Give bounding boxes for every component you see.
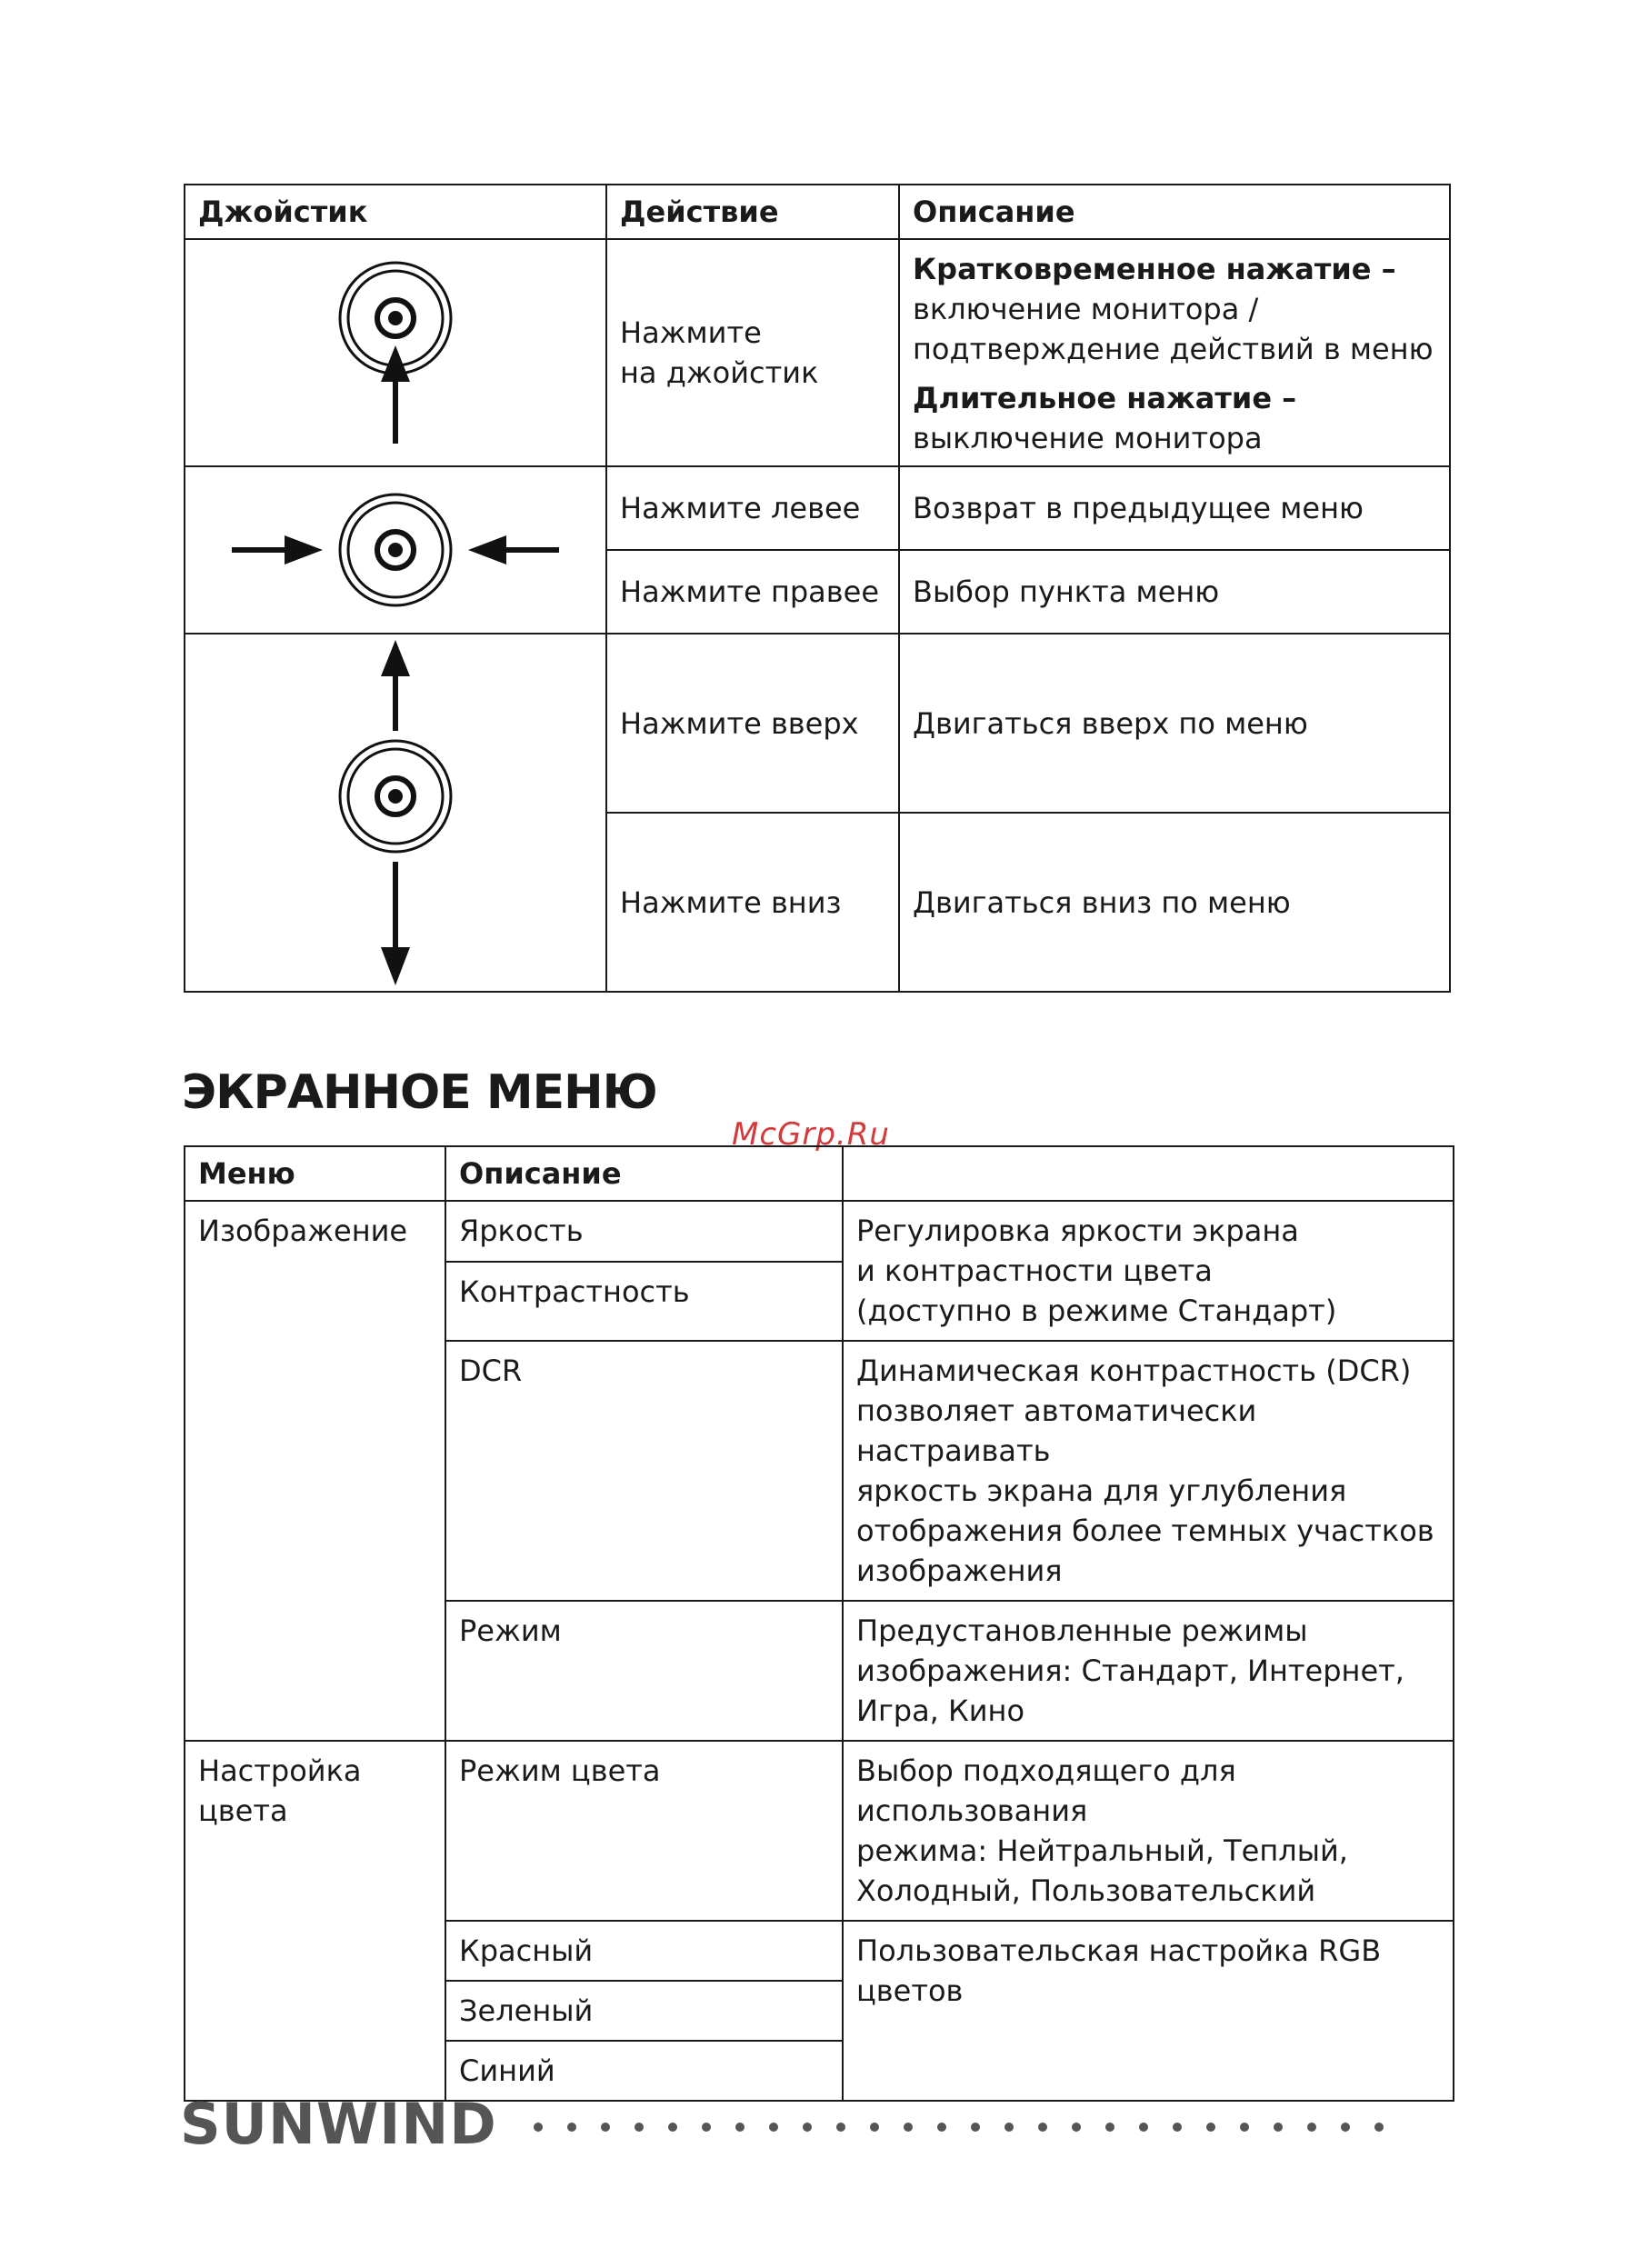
description-down: Двигаться вниз по меню: [899, 813, 1450, 992]
header-menu: Меню: [185, 1146, 445, 1201]
joystick-press-icon: [185, 239, 606, 466]
item-mode: Режим: [445, 1601, 843, 1741]
desc-dcr-line: отображения более темных участков: [856, 1514, 1434, 1548]
desc-dcr-line: позволяет автоматически настраивать: [856, 1394, 1257, 1468]
action-press: [606, 239, 899, 466]
item-red: Красный: [445, 1921, 843, 1981]
item-brightness: Яркость: [445, 1201, 843, 1262]
row-color-mode: [185, 1741, 1454, 1921]
short-press-label: Кратковременное нажатие: [913, 252, 1372, 286]
desc-mode-line: изображения: Стандарт, Интернет,: [856, 1654, 1404, 1688]
desc-brightness-line: Регулировка яркости экрана: [856, 1214, 1299, 1248]
row-left: [185, 466, 1450, 550]
action-left: Нажмите левее: [606, 466, 899, 550]
desc-brightness-contrast: [843, 1201, 1454, 1341]
header-joystick: Джойстик: [185, 185, 606, 239]
short-press-text-2: подтверждение действий в меню: [913, 332, 1434, 366]
joystick-up-down-icon: [185, 634, 606, 992]
description-right: Выбор пункта меню: [899, 550, 1450, 634]
desc-color-mode-line: Холодный, Пользовательский: [856, 1873, 1316, 1908]
description-left: Возврат в предыдущее меню: [899, 466, 1450, 550]
joystick-table-header: [185, 185, 1450, 239]
osd-table-header: [185, 1146, 1454, 1201]
action-press-line2: на джойстик: [620, 355, 819, 390]
desc-color-mode: [843, 1741, 1454, 1921]
desc-color-mode-line: режима: Нейтральный, Теплый,: [856, 1833, 1348, 1868]
desc-dcr: [843, 1341, 1454, 1601]
osd-heading: ЭКРАННОЕ МЕНЮ: [182, 1065, 657, 1120]
short-press-dash: –: [1371, 252, 1396, 286]
action-up: Нажмите вверх: [606, 634, 899, 813]
item-color-mode: Режим цвета: [445, 1741, 843, 1921]
footer-dots-divider: [533, 2122, 1387, 2133]
desc-rgb: Пользовательская настройка RGB цветов: [843, 1921, 1454, 2101]
watermark: McGrp.Ru: [732, 1116, 890, 1153]
desc-brightness-line: (доступно в режиме Стандарт): [856, 1294, 1337, 1328]
joystick-left-right-icon: [185, 466, 606, 634]
menu-image: Изображение: [185, 1201, 445, 1741]
desc-mode-line: Игра, Кино: [856, 1694, 1025, 1728]
desc-brightness-line: и контрастности цвета: [856, 1254, 1213, 1288]
item-green: Зеленый: [445, 1981, 843, 2041]
item-dcr: DCR: [445, 1341, 843, 1601]
joystick-table: [184, 184, 1451, 993]
long-press-label: Длительное нажатие: [913, 381, 1273, 415]
desc-color-mode-line: Выбор подходящего для использования: [856, 1753, 1236, 1828]
header-osd-description: Описание: [445, 1146, 843, 1201]
header-empty: [843, 1146, 1454, 1201]
desc-dcr-line: Динамическая контрастность (DCR): [856, 1354, 1412, 1388]
desc-mode: [843, 1601, 1454, 1741]
action-right: Нажмите правее: [606, 550, 899, 634]
row-press: [185, 239, 1450, 466]
row-up: [185, 634, 1450, 813]
desc-dcr-line: яркость экрана для углубления: [856, 1474, 1347, 1508]
desc-mode-line: Предустановленные режимы: [856, 1614, 1308, 1648]
desc-dcr-line: изображения: [856, 1554, 1063, 1588]
menu-color: Настройка цвета: [185, 1741, 445, 2101]
header-description: Описание: [899, 185, 1450, 239]
long-press-text: выключение монитора: [913, 421, 1263, 455]
action-down: Нажмите вниз: [606, 813, 899, 992]
item-contrast: Контрастность: [445, 1262, 843, 1341]
long-press-dash: –: [1272, 381, 1297, 415]
osd-menu-table: [184, 1145, 1454, 2102]
short-press-text-1: включение монитора /: [913, 292, 1259, 326]
description-press: [899, 239, 1450, 466]
brand-logo: SUNWIND: [180, 2091, 497, 2157]
header-action: Действие: [606, 185, 899, 239]
description-up: Двигаться вверх по меню: [899, 634, 1450, 813]
row-brightness: [185, 1201, 1454, 1262]
item-blue: Синий: [445, 2041, 843, 2101]
action-press-line1: Нажмите: [620, 315, 762, 350]
